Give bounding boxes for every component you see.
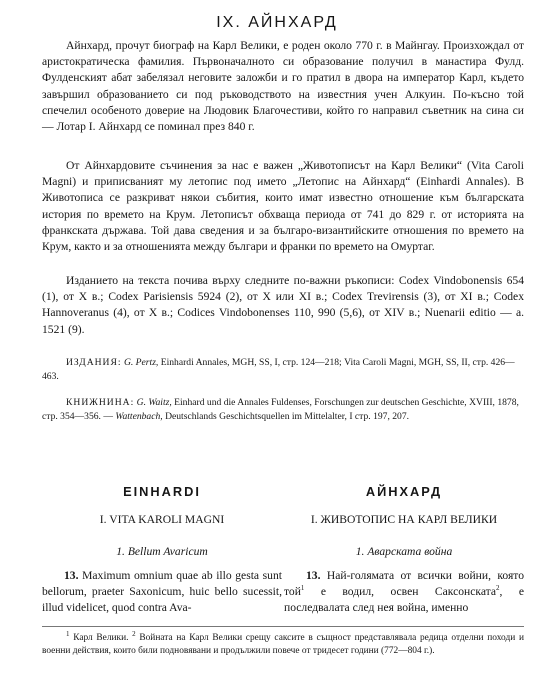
bulgarian-text-part-1: Най-голямата от всички войни, която той (284, 569, 524, 598)
latin-paragraph-number: 13. (64, 569, 79, 582)
literature-note (42, 396, 524, 424)
footnote-ref-2[interactable]: 2 (496, 583, 500, 592)
chapter-title: IX. АЙНХАРД (216, 14, 338, 31)
footnote-divider (42, 626, 524, 627)
intro-paragraph-2: От Айнхардовите съчинения за нас е важен „Животописът на Карл Велики“ (Vita Caroli Magni) и приписваният му летопис под името „Летопис на Айнхард“ (Einhardi Annales). В Животописа се разкриват някои събития, които имат известно отношение към българската история по времето на Крум. Летописът обхваща периода от 741 до 829 г. от историята на франкската държава. Той дава сведения и за българо-византийските отношения по времето на Крум, както и за отношенията между българи и франки по времето на Омуртаг. (42, 159, 524, 254)
manuscripts-paragraph: Изданието на текста почива върху следните по-важни ръкописи: Codex Vindobonensis 654 (1), от X в.; Codex Parisiensis 5924 (2), от X или XI в.; Codex Trevirensis (3), от XI в.; Codex Hannoveranus (4), от X в.; Codices Vindobonenses 110, 990 (5,6), от XIV в.; Nuenarii editio — а. 1521 (9). (42, 274, 524, 336)
bulgarian-text-part-3: , е последвалата след нея война, именно (284, 584, 524, 614)
footnote-2-mark: 2 (132, 629, 136, 638)
footnote-2-text: Войната на Карл Велики срещу саксите в същност представлявала редица отделни походи и военни действия, които били подновявани и продължили повече от тридесет години (772—804 г.). (42, 633, 524, 656)
footnotes (42, 629, 524, 657)
bulgarian-column-heading: АЙНХАРД (365, 484, 443, 499)
editions-text: Einhardi Annales, MGH, SS, I, стр. 124—218; Vita Caroli Magni, MGH, SS, II, стр. 426—463. (42, 357, 515, 382)
bulgarian-text-part-2: е водил, освен Саксонската (304, 584, 497, 598)
editions-author: G. Pertz, (123, 357, 159, 368)
intro-paragraph-1: Айнхард, прочут биограф на Карл Велики, е роден около 770 г. в Майнгау. Произхождал от аристократическа фамилия. Първоначалното си образование получил в манастира Фулд. Фулденският абат забелязал неговите заложби и го пратил в двора на император Карл, където завършил образованието си под ръководството на известния учен Алкуин. По-късно той спечелил особеното доверие на Людовик Благочестиви, който го направил съветник на сина си — Лотар I. Айнхард се поминал през 840 г. (42, 39, 524, 134)
bulgarian-paragraph-number: 13. (306, 569, 321, 582)
literature-text-1: Einhard und die Annales Fuldenses, Forschungen zur deutschen Geschichte, XVIII, 1878, стр. 354—356. — (42, 397, 519, 422)
latin-column-subheading: I. VITA KAROLI MAGNI (99, 513, 225, 526)
latin-section-title: 1. Bellum Avaricum (116, 545, 208, 558)
bulgarian-column (284, 484, 524, 615)
bulgarian-text (284, 568, 524, 615)
footnote-1-text: Карл Велики. (69, 633, 133, 643)
latin-column (42, 484, 282, 615)
editions-note (42, 356, 524, 384)
literature-text-2: Deutschlands Geschichtsquellen im Mittelalter, I стр. 197, 207. (162, 411, 410, 422)
bulgarian-column-subheading: I. ЖИВОТОПИС НА КАРЛ ВЕЛИКИ (310, 513, 498, 526)
literature-author-1: G. Waitz, (136, 397, 172, 408)
bulgarian-section-title: 1. Аварската война (355, 545, 453, 558)
editions-label: ИЗДАНИЯ: (66, 357, 122, 368)
footnote-1-mark: 1 (66, 629, 70, 638)
literature-author-2: Wattenbach, (115, 411, 163, 422)
latin-paragraph-text: Maximum omnium quae ab illo gesta sunt bellorum, praeter Saxonicum, huic bello sucessit, illud videlicet, quod contra Ava- (42, 569, 282, 614)
latin-column-heading: EINHARDI (123, 484, 201, 499)
latin-text (42, 568, 282, 615)
footnote-ref-1[interactable]: 1 (300, 583, 305, 592)
literature-label: КНИЖНИНА: (66, 397, 135, 408)
